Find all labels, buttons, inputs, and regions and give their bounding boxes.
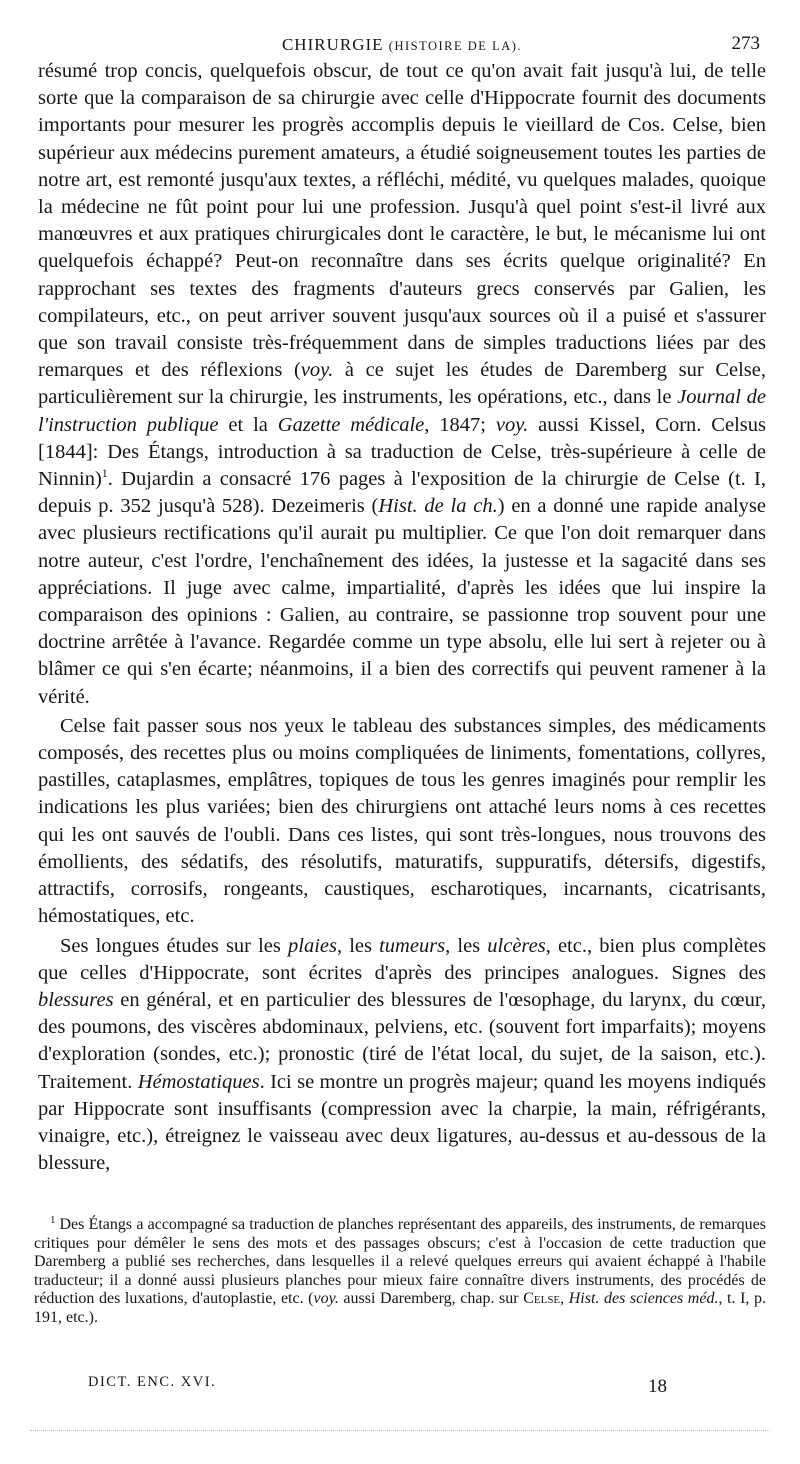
hist-title: Hist. de la ch.: [378, 495, 498, 518]
text-run: ,: [560, 1290, 569, 1308]
text-run: , etc., bien plus complètes que celles d'Hippocrate, sont écrites d'après des principes analogues. Signes des: [38, 934, 766, 984]
italic-term: Hémostatiques: [137, 1070, 260, 1093]
hist-title: Hist. des sciences méd.: [568, 1290, 719, 1308]
text-run: résumé trop concis, quelquefois obscur, de tout ce qu'on avait fait jusqu'à lui, de telle sorte que la comparaison de sa chirurgie avec celle d'Hippocrate fournit des documents importants pour mesurer les progrès accomplis depuis le vieillard de Cos. Celse, bien supérieur aux médecins purement amateurs, a étudié soigneusement toutes les parties de notre art, est remonté jusqu'aux textes, a réfléchi, médité, vu quelques malades, quoique la médecine ne fût point pour lui une profession. Jusqu'à quel point s'est-il livré aux manœuvres et aux pratiques chirurgicales dont le caractère, le but, le mécanisme lui ont quelquefois échappé? Peut-on reconnaître dans ses écrits quelque originalité? En rapprochant ses textes des fragments d'auteurs grecs conservés par Galien, les compilateurs, etc., on peut arriver souvent jusqu'aux sources où il a puisé et s'assurer que son travail consiste très-fréquemment dans de simples traductions liées par des remarques et des réflexions (: [38, 60, 766, 382]
page-edge-divider: [30, 1430, 770, 1432]
page-number: 273: [731, 33, 760, 54]
text-run: , t. I, p. 191, etc.).: [34, 1290, 766, 1326]
italic-term: plaies: [288, 934, 337, 957]
text-run: . Dujardin a consacré 176 pages à l'exposition de la chirurgie de Celse (t. I, depuis p. 352 jusqu'à 528). Dezeimeris (: [38, 468, 766, 518]
gazette-title: Gazette médicale: [277, 413, 425, 436]
footnotes: [34, 1213, 766, 1328]
text-run: à ce sujet les études de Daremberg sur Celse, particulièrement sur la chirurgie, les instruments, les opérations, etc., dans le: [38, 359, 766, 409]
italic-voy: voy.: [313, 1290, 339, 1308]
text-run: , les: [445, 934, 488, 957]
running-title-subtitle: (HISTOIRE DE LA).: [388, 39, 523, 53]
text-run: Ses longues études sur les: [60, 934, 288, 957]
text-run: aussi Kissel, Corn. Celsus [1844]: Des Étangs, introduction à sa traduction de Celse, très-supérieure à celle de Ninnin): [38, 413, 766, 491]
text-run: aussi Daremberg, chap. sur: [338, 1290, 524, 1308]
text-run: Des Étangs a accompagné sa traduction de planches représentant des appareils, des instruments, de remarques critiques pour démêler le sens des mots et des passages obscurs; c'est à l'occasion de cette traduction que Daremberg a publié ses recherches, dans lesquelles il a relevé quelques erreurs qui avaient échappé à l'habile traducteur; il a donné aussi plusieurs planches pour mieux faire connaître divers instruments, des procédés de réduction des luxations, d'autoplastie, etc. (: [34, 1216, 766, 1308]
small-caps-name: Celse: [523, 1290, 561, 1308]
text-run: , les: [336, 934, 380, 957]
page-footer: [88, 1372, 688, 1402]
text-run: et la: [218, 413, 278, 436]
journal-title: Journal de l'instruction publique: [38, 386, 766, 436]
running-head: [38, 33, 766, 59]
running-title: [38, 35, 766, 55]
footnote-reference: 1: [101, 466, 108, 481]
running-title-main: CHIRURGIE: [281, 35, 384, 54]
text-run: en général, et en particulier des blessures de l'œsophage, du larynx, du cœur, des poumons, des viscères abdominaux, pelviens, etc. (souvent fort imparfaits); moyens d'exploration (sondes, etc.); pronostic (tiré de l'état local, du sujet, de la saison, etc.). Traitement.: [38, 988, 766, 1093]
footnote-marker: 1: [50, 1213, 56, 1226]
italic-term: blessures: [38, 988, 114, 1011]
paragraph-2: Celse fait passer sous nos yeux le tableau des substances simples, des médicaments composés, des recettes plus ou moins compliquées de liniments, fomentations, collyres, pastilles, cataplasmes, emplâtres, topiques de tous les genres imaginés pour remplir les indications les plus variées; bien des chirurgiens ont attaché leurs noms à ces recettes qui les ont sauvés de l'oubli. Dans ces listes, qui sont très-longues, nous trouvons des émollients, des sédatifs, des résolutifs, maturatifs, suppuratifs, détersifs, digestifs, attractifs, corrosifs, rongeants, caustiques, escharotiques, incarnants, cicatrisants, hémostatiques, etc.: [38, 714, 766, 928]
paragraph-1: [38, 58, 766, 711]
italic-voy: voy.: [495, 413, 529, 436]
text-run: ) en a donné une rapide analyse avec plusieurs rectifications qu'il aurait pu multiplier. Ce que l'on doit remarquer dans notre auteur, c'est l'ordre, l'enchaînement des idées, la justesse et la sagacité dans ses appréciations. Il juge avec calme, impartialité, d'après les idées que lui inspire la comparaison des opinions : Galien, au contraire, se passionne trop souvent pour une doctrine arrêtée à l'avance. Regardée comme un type absolu, elle lui sert à rejeter ou à blâmer ce qui s'en écarte; néanmoins, il a bien des correctifs qui peuvent ramener à la vérité.: [38, 495, 766, 708]
paragraph-3: [38, 933, 766, 1178]
signature-mark: DICT. ENC. XVI.: [88, 1374, 217, 1390]
italic-term: ulcères: [487, 934, 546, 957]
text-run: . Ici se montre un progrès majeur; quand les moyens indiqués par Hippocrate sont insuffisants (compression avec la charpie, la main, réfrigérants, vinaigre, etc.), étreignez le vaisseau avec deux ligatures, au-dessus et au-dessous de la blessure,: [38, 1070, 766, 1175]
signature-number: 18: [648, 1376, 667, 1397]
body-text: [38, 58, 766, 1177]
footnote-1: [34, 1213, 766, 1328]
italic-voy: voy.: [300, 359, 334, 382]
text-run: , 1847;: [424, 413, 496, 436]
italic-term: tumeurs: [379, 934, 446, 957]
